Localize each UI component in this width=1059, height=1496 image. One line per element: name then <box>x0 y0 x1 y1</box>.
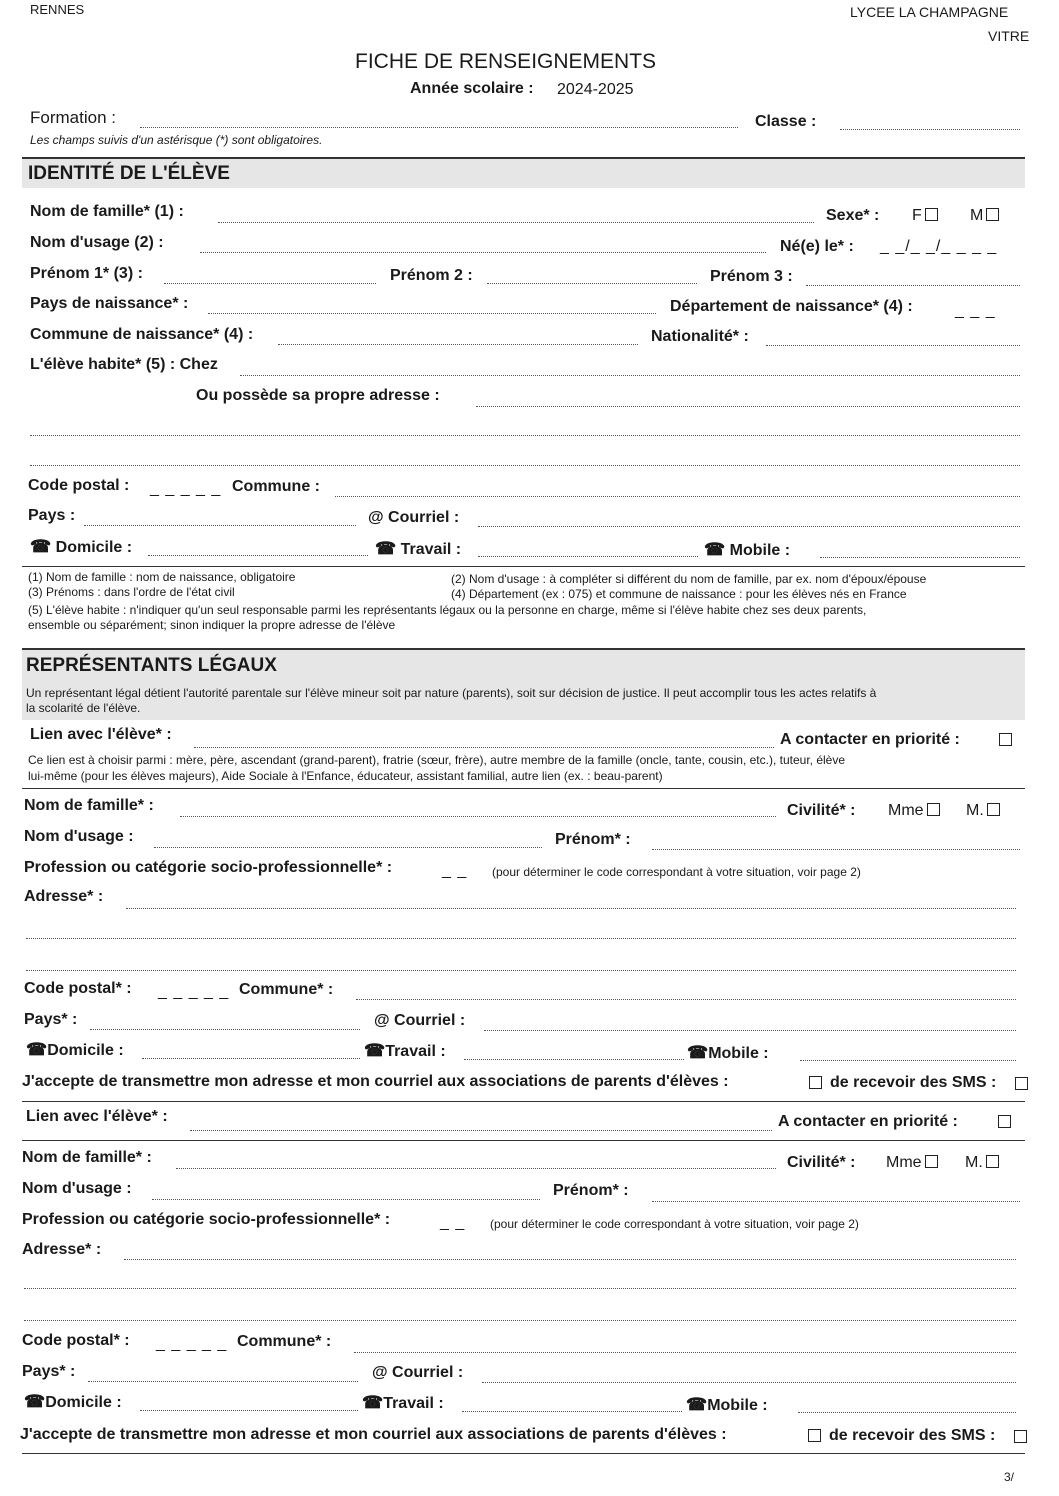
phone-icon: ☎ <box>24 1392 46 1411</box>
rep2-mobile-text: Mobile : <box>707 1397 768 1414</box>
representants-section-header <box>22 648 1025 720</box>
rep1-adresse-label: Adresse* : <box>24 888 104 905</box>
rep1-pays-field[interactable] <box>90 1029 360 1030</box>
representants-heading: REPRÉSENTANTS LÉGAUX <box>26 655 277 676</box>
identite-section-header <box>22 157 1025 188</box>
divider <box>22 566 1025 567</box>
rep1-nom-usage-label: Nom d'usage : <box>24 828 134 845</box>
prenom2-field[interactable] <box>487 283 697 284</box>
sexe-m-checkbox[interactable] <box>986 208 999 221</box>
travail-text: Travail : <box>400 541 462 558</box>
rep1-mobile-text: Mobile : <box>708 1045 769 1062</box>
rep2-civilite-label: Civilité* : <box>787 1154 856 1171</box>
rep2-adresse-line-2[interactable] <box>24 1288 1016 1289</box>
rep1-domicile-label <box>26 1040 124 1060</box>
divider <box>22 1140 1025 1141</box>
rep2-mme[interactable] <box>886 1154 938 1172</box>
rep2-mme-label: Mme <box>886 1154 922 1171</box>
courriel-field[interactable] <box>478 526 1020 527</box>
rep2-profession-field[interactable]: _ _ <box>440 1214 466 1231</box>
rep1-adresse-line-2[interactable] <box>26 938 1016 939</box>
rep2-sms-label: de recevoir des SMS : <box>829 1427 996 1444</box>
rep2-travail-label <box>362 1393 444 1413</box>
sexe-m[interactable] <box>970 207 999 225</box>
rep2-accept-label: J'accepte de transmettre mon adresse et mon courriel aux associations de parents d'élèves : <box>20 1426 727 1443</box>
rep2-sms-checkbox[interactable] <box>1014 1430 1027 1443</box>
identite-heading: IDENTITÉ DE L'ÉLÈVE <box>28 163 230 184</box>
rep1-mme-label: Mme <box>888 802 924 819</box>
rep1-prenom-field[interactable] <box>652 849 1020 850</box>
rep1-prenom-label: Prénom* : <box>555 831 631 848</box>
rep1-profession-note: (pour déterminer le code correspondant à votre situation, voir page 2) <box>492 865 861 879</box>
note-1: (1) Nom de famille : nom de naissance, obligatoire <box>28 570 296 584</box>
birth-date-field[interactable]: _ _/_ _/_ _ _ _ <box>880 238 998 255</box>
phone-icon: ☎ <box>704 540 726 559</box>
rep1-travail-field[interactable] <box>464 1059 684 1060</box>
pays-naissance-label: Pays de naissance* : <box>30 295 189 312</box>
rep2-domicile-field[interactable] <box>140 1410 358 1411</box>
rep1-courriel-label: @ Courriel : <box>374 1012 466 1029</box>
code-postal-field[interactable]: _ _ _ _ _ <box>150 480 222 497</box>
school-name: LYCEE LA CHAMPAGNE <box>850 4 1009 20</box>
rep2-mme-checkbox[interactable] <box>925 1155 938 1168</box>
note-2: (2) Nom d'usage : à compléter si différent du nom de famille, par ex. nom d'époux/épouse <box>451 572 927 586</box>
rep1-civilite-label: Civilité* : <box>787 802 856 819</box>
rep2-travail-field[interactable] <box>462 1411 682 1412</box>
rep2-domicile-text: Domicile : <box>45 1394 122 1411</box>
rep2-lien-field[interactable] <box>190 1130 772 1131</box>
divider <box>22 788 1025 789</box>
rep2-m-checkbox[interactable] <box>986 1155 999 1168</box>
rep1-travail-text: Travail : <box>385 1043 446 1060</box>
travail-label <box>375 539 461 559</box>
phone-icon: ☎ <box>687 1043 709 1062</box>
habite-label: L'élève habite* (5) : Chez <box>30 356 218 373</box>
rep1-nom-famille-label: Nom de famille* : <box>24 797 154 814</box>
phone-icon: ☎ <box>362 1393 384 1412</box>
rep2-pays-field[interactable] <box>88 1381 358 1382</box>
representants-intro-1: Un représentant légal détient l'autorité parentale sur l'élève mineur soit par nature (parents), soit sur décision de justice. Il peut accomplir tous les actes relatifs à <box>26 686 877 700</box>
mobile-label <box>704 540 790 560</box>
rep1-domicile-text: Domicile : <box>47 1042 124 1059</box>
divider <box>22 1453 1025 1454</box>
phone-icon: ☎ <box>26 1040 48 1059</box>
rep1-code-postal-label: Code postal* : <box>24 980 132 997</box>
rep1-m-label: M. <box>966 802 984 819</box>
rep1-mme[interactable] <box>888 802 940 820</box>
rep1-domicile-field[interactable] <box>142 1058 360 1059</box>
habite-field[interactable] <box>240 375 1020 376</box>
rep2-mobile-field[interactable] <box>798 1412 1016 1413</box>
rep2-adresse-field[interactable] <box>124 1259 1016 1260</box>
note-5b: ensemble ou séparément; sinon indiquer la propre adresse de l'élève <box>28 618 396 632</box>
rep2-nom-usage-label: Nom d'usage : <box>22 1180 132 1197</box>
representants-intro-2: la scolarité de l'élève. <box>26 701 141 715</box>
domicile-label <box>30 537 132 557</box>
phone-icon: ☎ <box>364 1041 386 1060</box>
year-value: 2024-2025 <box>557 81 634 98</box>
prenom3-label: Prénom 3 : <box>710 268 793 285</box>
domicile-field[interactable] <box>148 555 368 556</box>
commune-field[interactable] <box>335 496 1020 497</box>
rep2-priorite-label: A contacter en priorité : <box>778 1113 958 1130</box>
dept-naissance-label: Département de naissance* (4) : <box>670 298 913 315</box>
rep2-accept-checkbox[interactable] <box>808 1429 821 1442</box>
pays-field[interactable] <box>84 525 356 526</box>
rep2-nom-usage-field[interactable] <box>152 1199 540 1200</box>
rep1-code-postal-field[interactable]: _ _ _ _ _ <box>158 983 230 1000</box>
rep2-profession-note: (pour déterminer le code correspondant à votre situation, voir page 2) <box>490 1217 859 1231</box>
nationalite-field[interactable] <box>766 345 1020 346</box>
rep1-sms-checkbox[interactable] <box>1015 1077 1028 1090</box>
sexe-f[interactable] <box>912 207 938 225</box>
formation-label: Formation : <box>30 108 116 127</box>
sexe-f-label: F <box>912 207 922 224</box>
lien-note-1: Ce lien est à choisir parmi : mère, père, ascendant (grand-parent), fratrie (sœur, frère), autre membre de la famille (oncle, tante, cousin, etc.), tuteur, élève <box>28 753 846 767</box>
rep1-mobile-field[interactable] <box>800 1060 1016 1061</box>
rep2-m-label: M. <box>965 1154 983 1171</box>
nom-famille-field[interactable] <box>218 222 814 223</box>
classe-label: Classe : <box>755 113 817 130</box>
travail-field[interactable] <box>478 556 698 557</box>
rep2-courriel-field[interactable] <box>482 1382 1016 1383</box>
phone-icon: ☎ <box>30 537 52 556</box>
rep1-nom-famille-field[interactable] <box>180 816 776 817</box>
rep1-nom-usage-field[interactable] <box>154 847 542 848</box>
rep1-commune-label: Commune* : <box>239 981 334 998</box>
divider <box>22 1101 1025 1102</box>
commune-naissance-label: Commune de naissance* (4) : <box>30 326 254 343</box>
courriel-label: @ Courriel : <box>368 509 460 526</box>
mobile-field[interactable] <box>820 557 1020 558</box>
rep2-nom-famille-field[interactable] <box>176 1168 776 1169</box>
rep2-adresse-label: Adresse* : <box>22 1241 102 1258</box>
rep2-travail-text: Travail : <box>383 1395 444 1412</box>
prenom1-field[interactable] <box>164 283 376 284</box>
phone-icon: ☎ <box>686 1395 708 1414</box>
rep2-nom-famille-label: Nom de famille* : <box>22 1149 152 1166</box>
nom-usage-field[interactable] <box>200 252 766 253</box>
rep1-adresse-line-3[interactable] <box>26 970 1016 971</box>
rep2-mobile-label <box>686 1395 768 1415</box>
prenom3-field[interactable] <box>806 285 1020 286</box>
rep1-priorite-checkbox[interactable] <box>999 733 1012 746</box>
rep2-courriel-label: @ Courriel : <box>372 1364 464 1381</box>
page-title: FICHE DE RENSEIGNEMENTS <box>355 50 657 73</box>
sexe-f-checkbox[interactable] <box>925 208 938 221</box>
adresse-line-3[interactable] <box>30 465 1020 466</box>
rep1-adresse-field[interactable] <box>126 908 1016 909</box>
code-postal-label: Code postal : <box>28 477 130 494</box>
rep1-accept-checkbox[interactable] <box>809 1076 822 1089</box>
phone-icon: ☎ <box>375 539 397 558</box>
propre-adresse-field[interactable] <box>476 406 1020 407</box>
page-number: 3/ <box>1004 1470 1015 1484</box>
rep1-pays-label: Pays* : <box>24 1011 78 1028</box>
rep2-m[interactable] <box>965 1154 999 1172</box>
pays-label: Pays : <box>28 507 76 524</box>
prenom1-label: Prénom 1* (3) : <box>30 265 143 282</box>
rep2-code-postal-field[interactable]: _ _ _ _ _ <box>156 1335 228 1352</box>
ne-le-label: Né(e) le* : <box>780 238 854 255</box>
rep1-travail-label <box>364 1041 446 1061</box>
rep2-code-postal-label: Code postal* : <box>22 1332 130 1349</box>
rep1-sms-label: de recevoir des SMS : <box>830 1074 997 1091</box>
lien-note-2: lui-même (pour les élèves majeurs), Aide Sociale à l'Enfance, éducateur, assistant familial, autre lien (ex. : beau-parent) <box>28 769 663 783</box>
rep1-mobile-label <box>687 1043 769 1063</box>
nom-usage-label: Nom d'usage (2) : <box>30 234 164 251</box>
classe-field[interactable] <box>840 129 1020 130</box>
header-left-fragment: RENNES <box>30 2 85 17</box>
mobile-text: Mobile : <box>729 542 791 559</box>
rep2-lien-label: Lien avec l'élève* : <box>26 1108 168 1125</box>
commune-label: Commune : <box>232 478 320 495</box>
rep2-priorite-checkbox[interactable] <box>998 1115 1011 1128</box>
rep1-lien-field[interactable] <box>194 747 774 748</box>
rep1-commune-field[interactable] <box>356 999 1016 1000</box>
pays-naissance-field[interactable] <box>208 313 656 314</box>
rep1-profession-field[interactable]: _ _ <box>442 862 468 879</box>
rep1-lien-label: Lien avec l'élève* : <box>30 726 172 743</box>
rep2-adresse-line-3[interactable] <box>24 1320 1016 1321</box>
nationalite-label: Nationalité* : <box>651 328 749 345</box>
propre-adresse-label: Ou possède sa propre adresse : <box>196 387 440 404</box>
domicile-text: Domicile : <box>55 539 133 556</box>
rep1-profession-label: Profession ou catégorie socio-professionnelle* : <box>24 859 393 876</box>
year-label: Année scolaire : <box>410 80 534 97</box>
required-note: Les champs suivis d'un astérisque (*) sont obligatoires. <box>30 133 323 147</box>
adresse-line-2[interactable] <box>30 435 1020 436</box>
commune-naissance-field[interactable] <box>278 344 638 345</box>
rep1-courriel-field[interactable] <box>484 1030 1016 1031</box>
rep1-accept-label: J'accepte de transmettre mon adresse et mon courriel aux associations de parents d'élèves : <box>22 1073 729 1090</box>
rep1-m[interactable] <box>966 802 1000 820</box>
dept-naissance-field[interactable]: _ _ _ <box>955 302 996 319</box>
rep2-pays-label: Pays* : <box>22 1363 76 1380</box>
rep1-m-checkbox[interactable] <box>987 803 1000 816</box>
formation-field[interactable] <box>140 127 738 128</box>
sexe-label: Sexe* : <box>826 207 880 224</box>
note-5a: (5) L'élève habite : n'indiquer qu'un seul responsable parmi les représentants légaux ou la personne en charge, même si l'élève habite chez ses deux parents, <box>28 603 867 617</box>
prenom2-label: Prénom 2 : <box>390 267 473 284</box>
school-city: VITRE <box>988 28 1030 44</box>
rep2-commune-label: Commune* : <box>237 1333 332 1350</box>
rep2-domicile-label <box>24 1392 122 1412</box>
rep1-priorite-label: A contacter en priorité : <box>780 731 960 748</box>
rep2-profession-label: Profession ou catégorie socio-professionnelle* : <box>22 1211 391 1228</box>
note-3: (3) Prénoms : dans l'ordre de l'état civil <box>28 585 235 599</box>
sexe-m-label: M <box>970 207 984 224</box>
rep2-prenom-field[interactable] <box>652 1201 1020 1202</box>
rep2-commune-field[interactable] <box>354 1352 1016 1353</box>
note-4: (4) Département (ex : 075) et commune de naissance : pour les élèves nés en France <box>451 587 907 601</box>
rep2-prenom-label: Prénom* : <box>553 1182 629 1199</box>
nom-famille-label: Nom de famille* (1) : <box>30 203 184 220</box>
rep1-mme-checkbox[interactable] <box>927 803 940 816</box>
